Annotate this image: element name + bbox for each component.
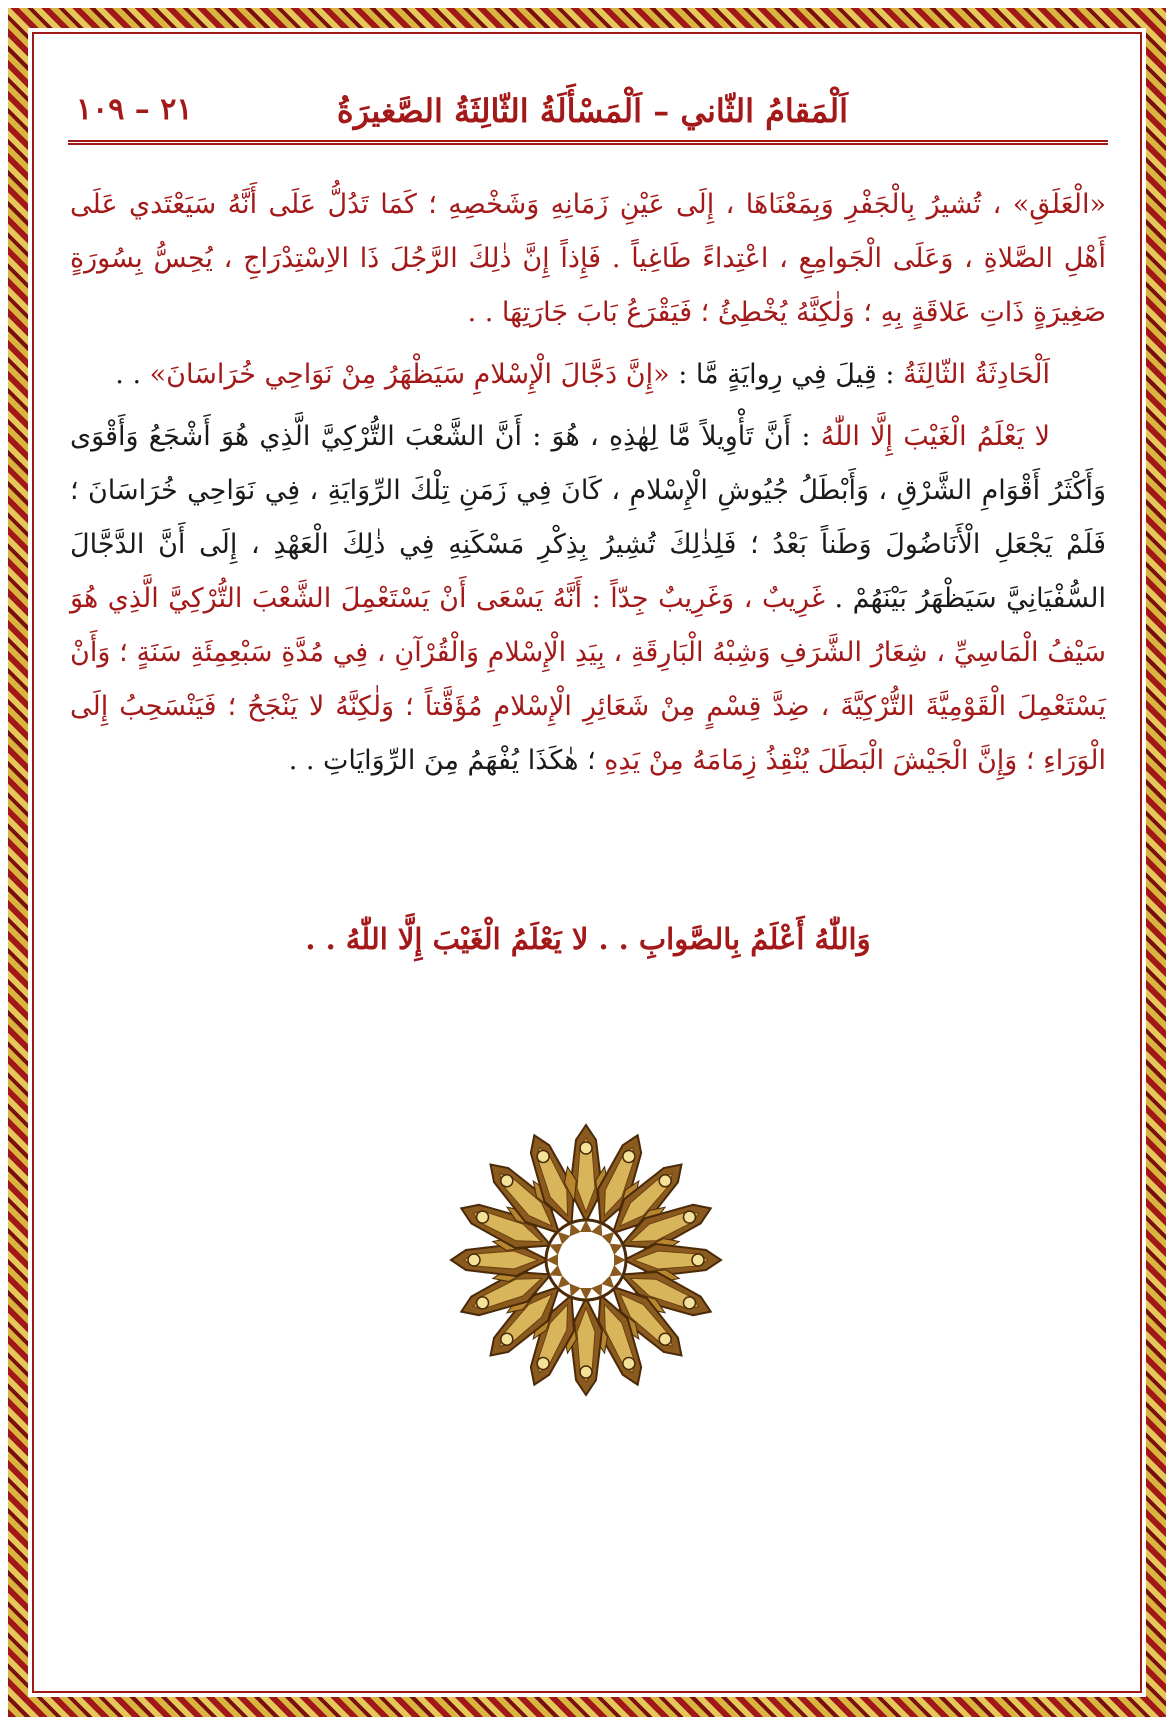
body-text-segment: . .: [115, 359, 150, 390]
highlighted-text: «إِنَّ دَجَّالَ الْإِسْلامِ سَيَظْهَرُ مِنْ نَوَاحِي خُرَاسَانَ»: [149, 359, 670, 390]
highlighted-text: لا يَعْلَمُ الْغَيْبَ إِلَّا اللّٰهُ: [820, 421, 1050, 452]
page-header: [68, 88, 1108, 136]
highlighted-text: اَلْحَادِثَةُ الثّالِثَةُ: [903, 359, 1050, 390]
body-text-segment: : أَنَّ تَأْوِيلاً مَّا لِهٰذِهِ ، هُوَ : أَنَّ الشَّعْبَ التُّرْكِيَّ الَّذِي هُوَ أَشْجَعُ وَأَقْوَى وَأَكْثَرُ أَقْوَامِ الشَّرْقِ ، وَأَبْطَلُ جُيُوشِ الْإِسْلامِ ، كَانَ فِي زَمَنِ تِلْكَ الرِّوَايَةِ ، فِي نَوَاحِي خُرَاسَانَ ؛ فَلَمْ يَجْعَلِ الْأَنَاضُولَ وَطَناً بَعْدُ ؛ فَلِذٰلِكَ تُشِيرُ بِذِكْرِ مَسْكَنِهِ فِي ذٰلِكَ الْعَهْدِ ، إِلَى أَنَّ الدَّجَّالَ السُّفْيَانِيَّ سَيَظْهَرُ بَيْنَهُمْ .: [70, 421, 1107, 614]
header-divider: [68, 140, 1108, 145]
body-text: [70, 178, 1106, 796]
islamic-rosette-icon: [436, 1110, 736, 1410]
paragraph: [70, 410, 1106, 788]
highlighted-text: «الْعَلَقِ» ، تُشيرُ بِالْجَفْرِ وَبِمَعْنَاهَا ، إِلَى عَيْنِ زَمَانِهِ وَشَخْصِهِ ؛ كَمَا تَدُلُّ عَلَى أَنَّهُ سَيَعْتَدي عَلَى أَهْلِ الصَّلاةِ ، وَعَلَى الْجَوامِعِ ، اعْتِداءً طَاغِياً . فَإِذاً إِنَّ ذٰلِكَ الرَّجُلَ ذَا الاِسْتِدْرَاجِ ، يُحِسُّ بِسُورَةٍ صَغِيرَةٍ ذَاتِ عَلاقَةٍ بِهِ ؛ وَلٰكِنَّهُ يُخْطِئُ ؛ فَيَقْرَعُ بَابَ جَارَتِهَا . .: [70, 189, 1106, 328]
paragraph: [70, 178, 1106, 340]
body-text-segment: : قِيلَ فِي رِوايَةٍ مَّا :: [669, 359, 904, 390]
body-text-segment: ؛ هٰكَذَا يُفْهَمُ مِنَ الرِّوَايَاتِ . .: [288, 745, 605, 776]
page-title: اَلْمَقامُ الثّاني – اَلْمَسْأَلَةُ الثّالِثَةُ الصَّغيرَةُ: [336, 92, 848, 130]
page-number: ٢١ – ١٠٩: [76, 92, 193, 127]
paragraph: [70, 348, 1106, 402]
closing-line: وَاللّٰهُ أَعْلَمُ بِالصَّوابِ . . لا يَعْلَمُ الْغَيْبَ إِلَّا اللّٰهُ . .: [305, 922, 871, 956]
highlighted-text: غَرِيبٌ ، وَغَرِيبٌ جِدّاً : أَنَّهُ يَسْعَى أَنْ يَسْتَعْمِلَ الشَّعْبَ التُّرْكِيَّ الَّذِي هُوَ سَيْفُ الْمَاسِيِّ ، شِعَارُ الشَّرَفِ وَشِبْهُ الْبَارِقَةِ ، بِيَدِ الْإِسْلامِ وَالْقُرْآنِ ، فِي مُدَّةِ سَبْعِمِئَةِ سَنَةٍ ؛ وَأَنْ يَسْتَعْمِلَ الْقَوْمِيَّةَ التُّرْكِيَّةَ ، ضِدَّ قِسْمٍ مِنْ شَعَائِرِ الْإِسْلامِ مُؤَقَّتاً ؛ وَلٰكِنَّهُ لا يَنْجَحُ ؛ فَيَنْسَحِبُ إِلَى الْوَرَاءِ ؛ وَإِنَّ الْجَيْشَ الْبَطَلَ يُنْقِذُ زِمَامَهُ مِنْ يَدِهِ: [70, 583, 1106, 776]
